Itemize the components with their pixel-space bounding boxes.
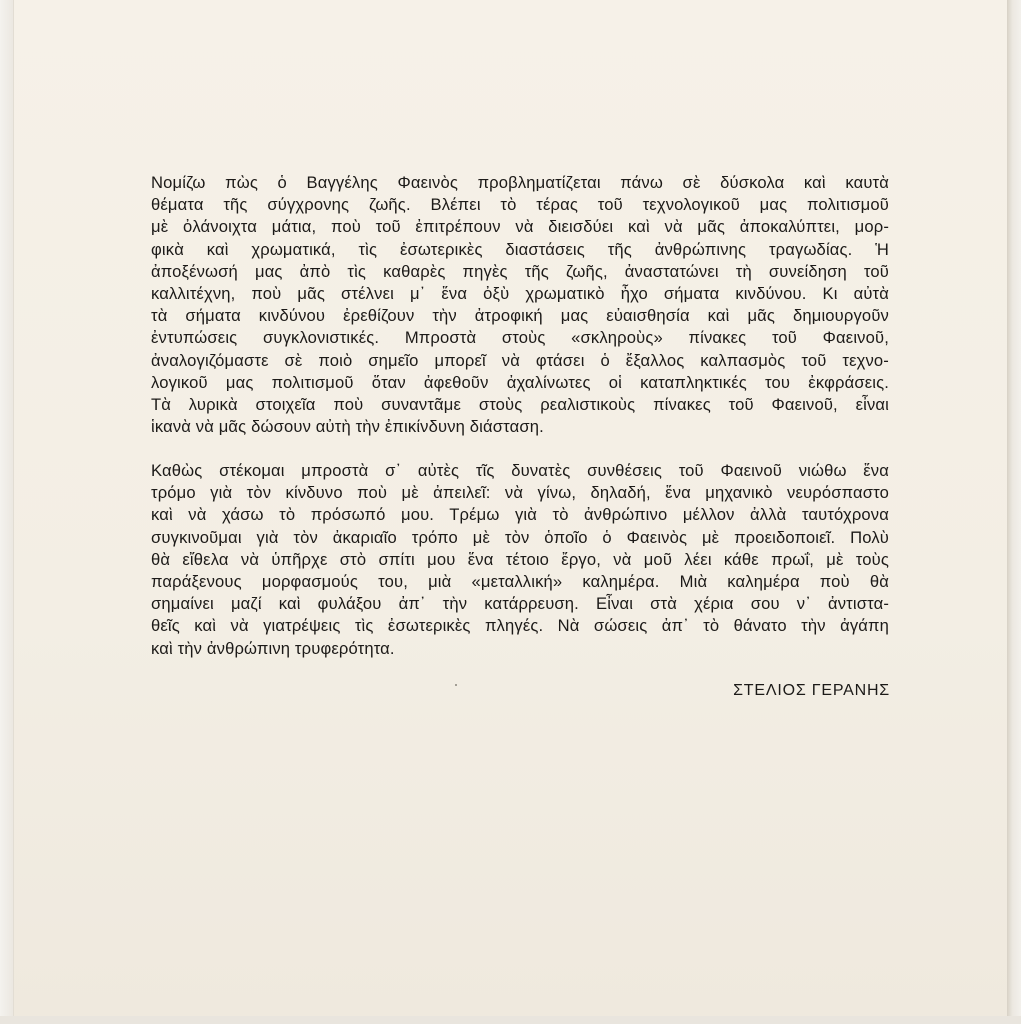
- text-line: καλλιτέχνη, ποὺ μᾶς στέλνει μ᾽ ἕνα ὀξὺ χρωματικὸ ἦχο σήματα κινδύνου. Κι αὐτὰ: [151, 284, 889, 304]
- page-left-edge: [0, 0, 14, 1024]
- page-right-edge: [1007, 0, 1021, 1024]
- text-line: θεῖς καὶ νὰ γιατρέψεις τὶς ἐσωτερικὲς πληγές. Νὰ σώσεις ἀπ᾽ τὸ θάνατο τὴν ἀγάπη: [151, 616, 889, 636]
- text-line: συγκινοῦμαι γιὰ τὸν ἀκαριαῖο τρόπο μὲ τὸν ὁποῖο ὁ Φαεινὸς μὲ προειδοποιεῖ. Πολὺ: [151, 527, 889, 547]
- text-line: ἀποξένωσή μας ἀπὸ τὶς καθαρὲς πηγὲς τῆς ζωῆς, ἀναστατώνει τὴ συνείδηση τοῦ: [151, 261, 889, 281]
- text-line: θὰ εἴθελα νὰ ὑπῆρχε στὸ σπίτι μου ἕνα τέτοιο ἔργο, νὰ μοῦ λέει κάθε πρωΐ, μὲ τοὺς: [151, 549, 889, 569]
- text-line: ἀναλογιζόμαστε σὲ ποιὸ σημεῖο μπορεῖ νὰ φτάσει ὁ ἔξαλλος καλπασμὸς τοῦ τεχνο-: [151, 350, 889, 370]
- author-signature: ΣΤΕΛΙΟΣ ΓΕΡΑΝΗΣ: [733, 682, 890, 699]
- text-line: τρόμο γιὰ τὸν κίνδυνο ποὺ μὲ ἀπειλεῖ: νὰ γίνω, δηλαδή, ἕνα μηχανικὸ νευρόσπαστο: [151, 483, 889, 503]
- text-line: λογικοῦ μας πολιτισμοῦ ὅταν ἀφεθοῦν ἀχαλίνωτες οἱ καταπληκτικές του ἐκφράσεις.: [151, 372, 889, 392]
- text-line: Καθὼς στέκομαι μπροστὰ σ᾽ αὐτὲς τῖς δυνατὲς συνθέσεις τοῦ Φαεινοῦ νιώθω ἕνα: [151, 461, 889, 480]
- page-bottom-edge: [0, 1016, 1021, 1024]
- text-line: τὰ σήματα κινδύνου ἐρεθίζουν τὴν ἀτροφική μας εὐαισθησία καὶ μᾶς δημιουργοῦν: [151, 306, 889, 326]
- text-line: Νομίζω πὼς ὁ Βαγγέλης Φαεινὸς προβληματίζεται πάνω σὲ δύσκολα καὶ καυτὰ: [151, 173, 889, 192]
- paragraph-1: [151, 172, 889, 438]
- text-line: Τὰ λυρικὰ στοιχεῖα ποὺ συναντᾶμε στοὺς ρεαλιστικοὺς πίνακες τοῦ Φαεινοῦ, εἶναι: [151, 395, 889, 415]
- text-line: καὶ τὴν ἀνθρώπινη τρυφερότητα.: [151, 638, 395, 658]
- text-line: φικὰ καὶ χρωματικά, τὶς ἐσωτερικὲς διαστάσεις τῆς ἀνθρώπινης τραγωδίας. Ἡ: [151, 239, 889, 259]
- text-line: μὲ ὀλάνοιχτα μάτια, ποὺ τοῦ ἐπιτρέπουν νὰ διεισδύει καὶ νὰ μᾶς ἀποκαλύπτει, μορ-: [151, 217, 889, 237]
- text-line: ἐντυπώσεις συγκλονιστικές. Μπροστὰ στοὺς «σκληροὺς» πίνακες τοῦ Φαεινοῦ,: [151, 328, 889, 348]
- paragraph-2: [151, 460, 889, 660]
- paper-speck: [455, 684, 457, 686]
- text-line: ἱκανὰ νὰ μᾶς δώσουν αὐτὴ τὴν ἐπικίνδυνη διάσταση.: [151, 417, 544, 437]
- text-line: σημαίνει μαζί καὶ φυλάξου ἀπ᾽ τὴν κατάρρευση. Εἶναι στὰ χέρια σου ν᾽ ἀντιστα-: [151, 594, 889, 614]
- text-line: καὶ νὰ χάσω τὸ πρόσωπό μου. Τρέμω γιὰ τὸ ἀνθρώπινο μέλλον ἀλλὰ ταυτόχρονα: [151, 505, 889, 525]
- text-line: παράξενους μορφασμούς του, μιὰ «μεταλλική» καλημέρα. Μιὰ καλημέρα ποὺ θὰ: [151, 572, 889, 592]
- text-line: θέματα τῆς σύγχρονης ζωῆς. Βλέπει τὸ τέρας τοῦ τεχνολογικοῦ μας πολιτισμοῦ: [151, 195, 889, 215]
